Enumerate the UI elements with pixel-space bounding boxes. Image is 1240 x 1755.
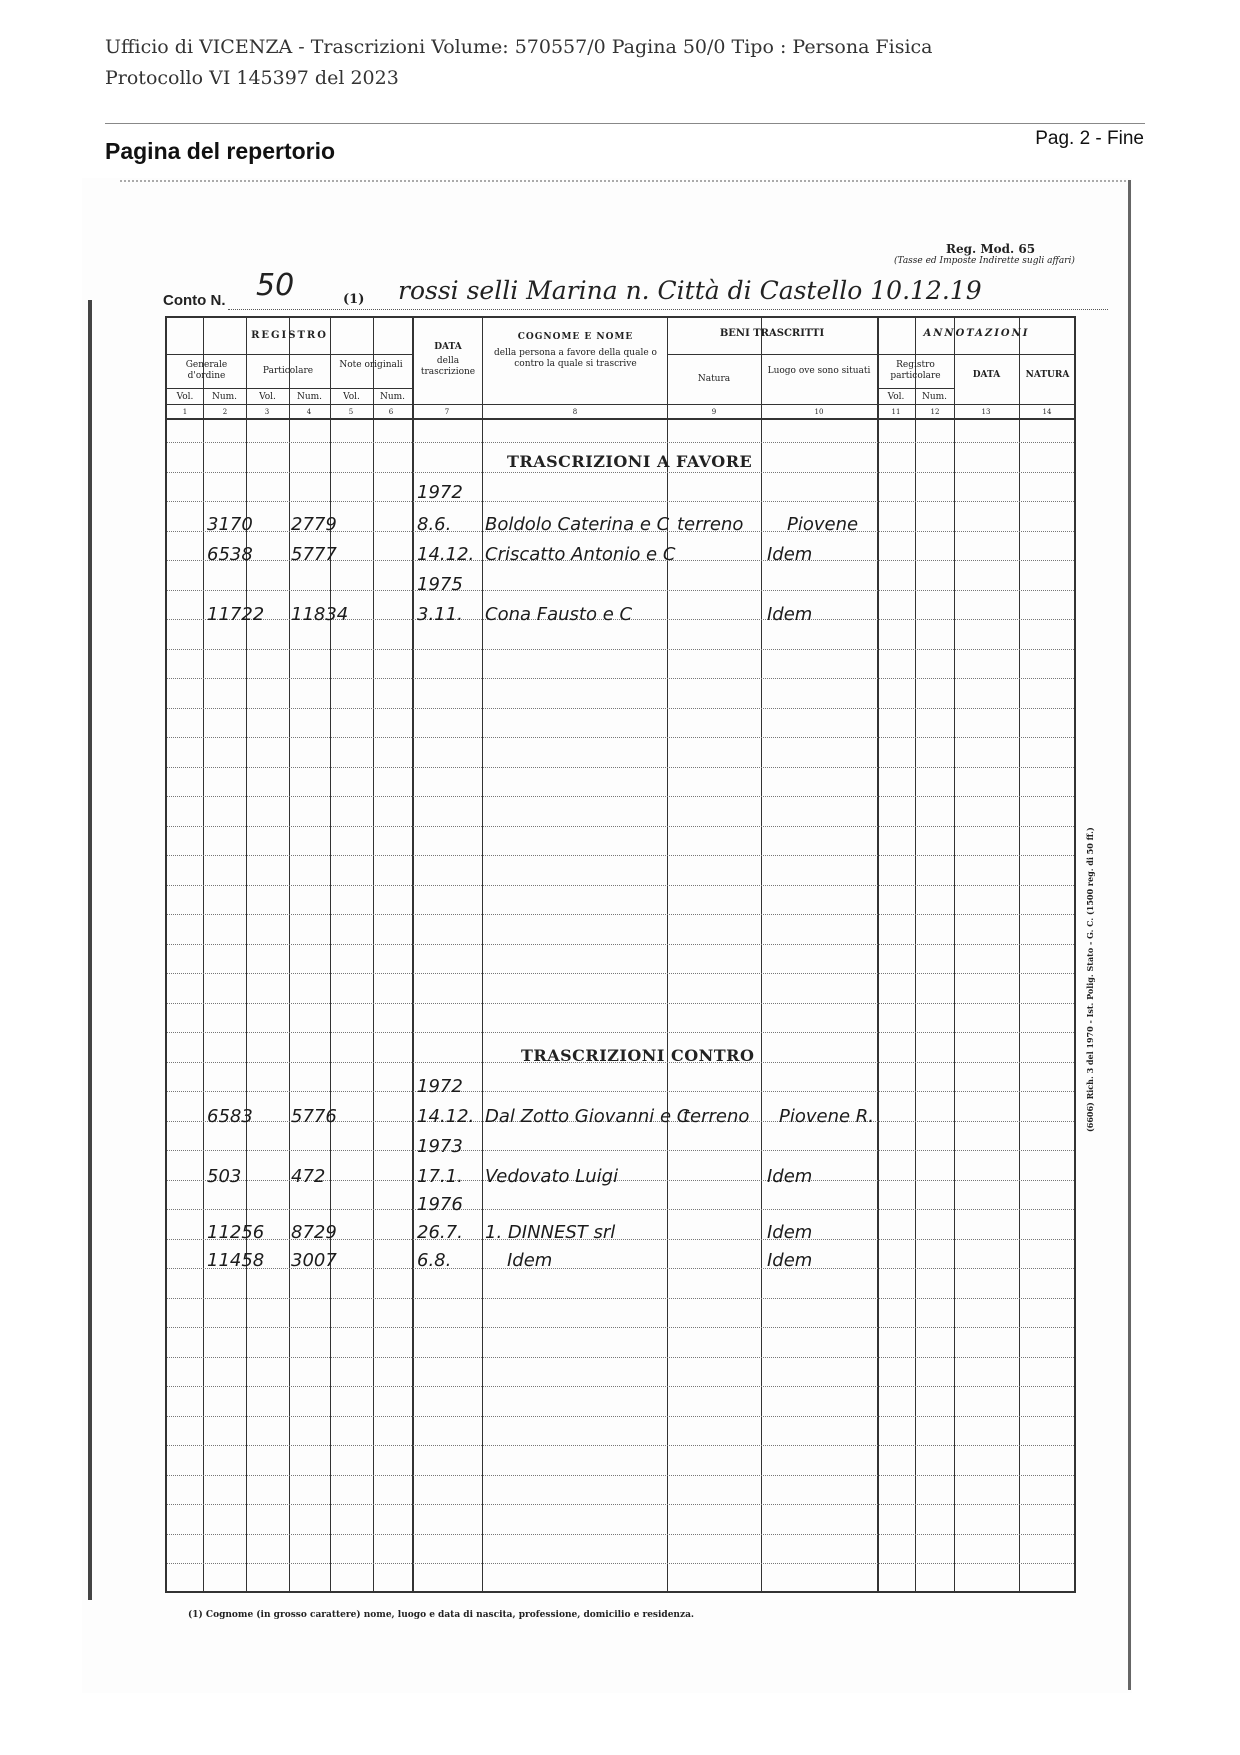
- col-line: [330, 318, 331, 1591]
- col-line: [954, 318, 955, 1591]
- section-favore-title: TRASCRIZIONI A FAVORE: [507, 452, 753, 471]
- ledger-row-line: [167, 1298, 1074, 1299]
- contro-luogo: Idem: [767, 1222, 813, 1243]
- favore-gen-num: 11722: [207, 604, 265, 625]
- scan-right-edge: [1128, 180, 1131, 1690]
- conto-dotted-line: [228, 309, 1108, 310]
- col-number: 7: [444, 408, 450, 416]
- section-contro-title: TRASCRIZIONI CONTRO: [521, 1046, 755, 1065]
- contro-name: Dal Zotto Giovanni e C: [485, 1106, 690, 1127]
- contro-year: 1976: [417, 1194, 463, 1215]
- col-header-annotazioni: ANNOTAZIONI: [923, 328, 1030, 339]
- col-line: [246, 318, 247, 1591]
- ledger-row-line: [167, 1091, 1074, 1092]
- col-header-registro-part: Registro particolare: [890, 360, 941, 381]
- page-indicator: Pag. 2 - Fine: [1035, 128, 1144, 149]
- col-header-vol: Vol.: [259, 392, 276, 402]
- ledger-row-line: [167, 796, 1074, 797]
- contro-part-num: 8729: [291, 1222, 337, 1243]
- ledger-row-line: [167, 944, 1074, 945]
- ledger-row-line: [167, 1150, 1074, 1151]
- header-rule: [167, 388, 412, 389]
- ledger-row-line: [167, 1003, 1074, 1004]
- col-header-particolare: Particolare: [262, 366, 314, 376]
- favore-name: Cona Fausto e C: [485, 604, 633, 625]
- col-header-num: Num.: [211, 392, 238, 402]
- favore-luogo: Piovene: [787, 514, 859, 535]
- contro-part-num: 472: [291, 1166, 326, 1187]
- favore-luogo: Idem: [767, 604, 813, 625]
- contro-date: 26.7.: [417, 1222, 463, 1243]
- header-rule: [667, 354, 1076, 355]
- col-header-natura: Natura: [697, 374, 731, 384]
- conto-number: 50: [256, 268, 295, 303]
- col-header-data: DATA: [434, 342, 462, 352]
- favore-date: 14.12.: [417, 544, 475, 565]
- col-number: 2: [222, 408, 228, 416]
- contro-luogo: Idem: [767, 1250, 813, 1271]
- ledger-row-line: [167, 649, 1074, 650]
- favore-natura: terreno: [677, 514, 744, 535]
- printer-side-note: (6606) Rich. 3 del 1970 - Ist. Polig. Stato - G. C. (1500 reg. di 50 ff.): [1085, 827, 1095, 1132]
- col-line: [877, 318, 879, 1591]
- col-line: [761, 318, 762, 1591]
- col-number: 3: [264, 408, 270, 416]
- ledger-row-line: [167, 1386, 1074, 1387]
- contro-natura: terreno: [683, 1106, 750, 1127]
- ledger-row-line: [167, 590, 1074, 591]
- header-divider: [105, 123, 1145, 124]
- col-number: 6: [388, 408, 394, 416]
- ledger-row-line: [167, 767, 1074, 768]
- ledger-row-line: [167, 1416, 1074, 1417]
- header-bottom-rule: [167, 418, 1074, 420]
- col-header-cognome-sub: della persona a favore della quale o contro la quale si trascrive: [494, 348, 657, 369]
- ledger-row-line: [167, 914, 1074, 915]
- conto-label: Conto N.: [163, 292, 226, 309]
- col-number: 8: [572, 408, 578, 416]
- ledger-row-line: [167, 1475, 1074, 1476]
- col-line: [1019, 318, 1020, 1591]
- col-line: [373, 318, 374, 1591]
- contro-luogo: Idem: [767, 1166, 813, 1187]
- contro-luogo: Piovene R.: [779, 1106, 875, 1127]
- col-header-luogo: Luogo ove sono situati: [767, 366, 871, 376]
- form-note: (Tasse ed Imposte Indirette sugli affari): [894, 256, 1075, 266]
- ledger-table: [165, 316, 1076, 1593]
- ledger-row-line: [167, 708, 1074, 709]
- col-header-num: Num.: [921, 392, 948, 402]
- ledger-row-line: [167, 1209, 1074, 1210]
- favore-gen-num: 6538: [207, 544, 253, 565]
- ledger-row-line: [167, 1445, 1074, 1446]
- col-header-beni: BENI TRASCRITTI: [719, 328, 825, 339]
- contro-gen-num: 11458: [207, 1250, 265, 1271]
- col-number: 9: [711, 408, 717, 416]
- ledger-row-line: [167, 1534, 1074, 1535]
- conto-footnote-mark: (1): [343, 292, 365, 307]
- ledger-row-line: [167, 1327, 1074, 1328]
- scan-top-edge: [120, 180, 1130, 183]
- contro-gen-num: 11256: [207, 1222, 265, 1243]
- favore-part-num: 11834: [291, 604, 349, 625]
- favore-name: Boldolo Caterina e C: [485, 514, 670, 535]
- col-header-num: Num.: [379, 392, 406, 402]
- favore-date: 3.11.: [417, 604, 463, 625]
- ledger-row-line: [167, 472, 1074, 473]
- favore-gen-num: 3170: [207, 514, 253, 535]
- ledger-row-line: [167, 501, 1074, 502]
- col-header-registro: REGISTRO: [251, 330, 328, 341]
- contro-gen-num: 6583: [207, 1106, 253, 1127]
- contro-year: 1973: [417, 1136, 463, 1157]
- contro-name: 1. DINNEST srl: [485, 1222, 616, 1243]
- col-number: 12: [930, 408, 940, 416]
- header-rule: [167, 404, 1074, 405]
- col-header-vol: Vol.: [887, 392, 905, 402]
- scan-left-edge: [88, 300, 92, 1600]
- col-number: 11: [891, 408, 901, 416]
- col-line: [667, 318, 668, 1591]
- conto-owner: rossi selli Marina n. Città di Castello 10.12.19: [398, 276, 982, 305]
- favore-part-num: 5777: [291, 544, 337, 565]
- col-line: [482, 318, 483, 1591]
- favore-luogo: Idem: [767, 544, 813, 565]
- col-header-vol: Vol.: [343, 392, 360, 402]
- ledger-row-line: [167, 1563, 1074, 1564]
- ledger-row-line: [167, 442, 1074, 443]
- col-header-natura-ann: NATURA: [1025, 370, 1070, 380]
- header-rule: [877, 388, 954, 389]
- col-header-num: Num.: [296, 392, 323, 402]
- favore-name: Criscatto Antonio e C: [485, 544, 676, 565]
- ledger-row-line: [167, 1032, 1074, 1033]
- header-rule: [167, 354, 412, 355]
- col-number: 13: [981, 408, 991, 416]
- favore-year: 1972: [417, 482, 463, 503]
- col-header-cognome: COGNOME E NOME: [517, 332, 634, 342]
- ledger-row-line: [167, 973, 1074, 974]
- form-model: Reg. Mod. 65: [946, 242, 1036, 256]
- ledger-row-line: [167, 855, 1074, 856]
- col-line: [289, 318, 290, 1591]
- contro-date: 14.12.: [417, 1106, 475, 1127]
- header-office-line: Ufficio di VICENZA - Trascrizioni Volume: 570557/0 Pagina 50/0 Tipo : Persona Fisica: [105, 36, 933, 58]
- col-number: 5: [348, 408, 354, 416]
- ledger-row-line: [167, 737, 1074, 738]
- col-header-note-originali: Note originali: [339, 360, 403, 370]
- favore-date: 8.6.: [417, 514, 452, 535]
- page-title: Pagina del repertorio: [105, 138, 336, 164]
- ledger-footnote: (1) Cognome (in grosso carattere) nome, luogo e data di nascita, professione, domicilio e residenza.: [188, 1610, 695, 1620]
- col-line: [203, 318, 204, 1591]
- col-header-data-ann: DATA: [972, 370, 1001, 380]
- col-number: 10: [814, 408, 824, 416]
- contro-name: Vedovato Luigi: [485, 1166, 619, 1187]
- contro-date: 17.1.: [417, 1166, 463, 1187]
- ledger-row-line: [167, 678, 1074, 679]
- contro-part-num: 3007: [291, 1250, 337, 1271]
- contro-name: Idem: [507, 1250, 553, 1271]
- ledger-row-line: [167, 885, 1074, 886]
- contro-date: 6.8.: [417, 1250, 452, 1271]
- ledger-row-line: [167, 1357, 1074, 1358]
- col-number: 1: [182, 408, 188, 416]
- col-line: [412, 318, 414, 1591]
- ledger-row-line: [167, 826, 1074, 827]
- col-line: [915, 318, 916, 1591]
- col-number: 14: [1042, 408, 1052, 416]
- favore-part-num: 2779: [291, 514, 337, 535]
- col-number: 4: [306, 408, 312, 416]
- document-header: [105, 32, 1145, 94]
- contro-part-num: 5776: [291, 1106, 337, 1127]
- favore-year: 1975: [417, 574, 463, 595]
- contro-year: 1972: [417, 1076, 463, 1097]
- ledger-row-line: [167, 1504, 1074, 1505]
- col-header-data-sub: della trascrizione: [420, 356, 476, 377]
- header-protocol-line: Protocollo VI 145397 del 2023: [105, 67, 399, 89]
- contro-gen-num: 503: [207, 1166, 242, 1187]
- col-header-vol: Vol.: [176, 392, 194, 402]
- col-header-generale: Generale d'ordine: [185, 360, 228, 381]
